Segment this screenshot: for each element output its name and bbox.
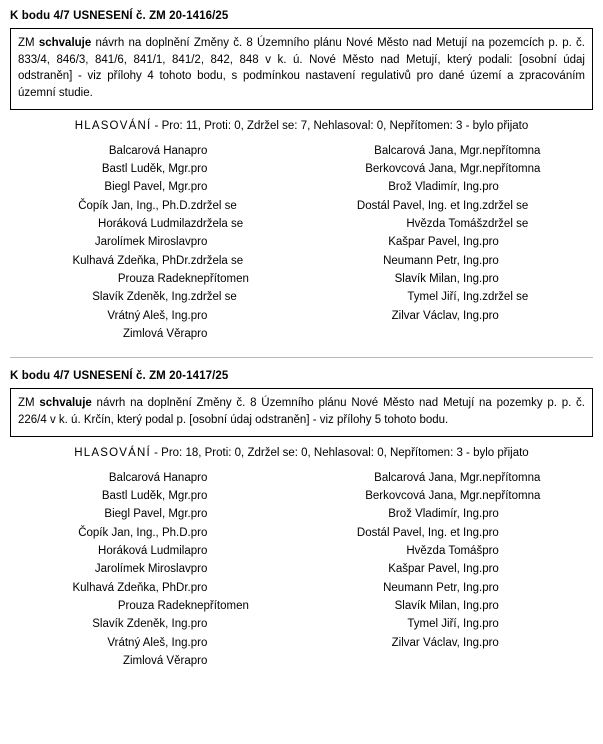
voting-summary: - Pro: 11, Proti: 0, Zdržel se: 7, Nehlasoval: 0, Nepřítomen: 3 - bylo přijato <box>151 119 529 132</box>
resolution-body: návrh na doplnění Změny č. 8 Územního plánu Nové Město nad Metují na pozemky p. p. č. 226/4 v k. ú. Krčín, který podal p. [osobní údaj odstraněn] - viz přílohy 5 tohoto bodu. <box>18 397 585 426</box>
resolution-section <box>10 10 593 343</box>
voter-name-left: Balcarová Hana <box>108 471 191 484</box>
vote-value-left: zdržel se <box>190 199 237 212</box>
voter-name-right: Neumann Petr, Ing. <box>383 581 483 594</box>
vote-value-left: pro <box>190 618 208 631</box>
vote-value-right: nepřítomna <box>482 163 541 176</box>
table-row <box>10 160 593 178</box>
voter-name-left: Biegl Pavel, Mgr. <box>104 508 191 521</box>
vote-value-left: zdržela se <box>190 254 244 267</box>
vote-value-right: pro <box>482 254 499 267</box>
section-heading <box>10 10 593 22</box>
resolution-body: návrh na doplnění Změny č. 8 Územního plánu Nové Město nad Metují na pozemcích p. p. č. 833/4, 846/3, 841/6, 841/1, 841/2, 842, 848 v k. ú. Nové Město nad Metují, který podali: [osobní údaj odstraněn] - viz přílohy 4 tohoto bodu, s podmínkou nastavení regulativů pro dané území a zpracováním územní studie. <box>18 37 585 100</box>
resolution-keyword: schvaluje <box>38 37 92 49</box>
heading-prefix: K bodu 4/7 USNESENÍ č. <box>10 370 150 383</box>
voter-name-left: Čopík Jan, Ing., Ph.D. <box>78 199 191 212</box>
voter-name-right: Kašpar Pavel, Ing. <box>388 236 483 249</box>
voter-name-left: Balcarová Hana <box>108 144 191 157</box>
voter-name-left: Horáková Ludmila <box>98 544 191 557</box>
vote-value-right <box>482 652 593 670</box>
heading-resolution-number: ZM 20-1417/25 <box>149 370 229 383</box>
table-row <box>10 325 593 343</box>
vote-value-right: pro <box>482 236 499 249</box>
voter-name-right: Balcarová Jana, Mgr. <box>374 471 483 484</box>
voting-summary: - Pro: 18, Proti: 0, Zdržel se: 0, Nehlasoval: 0, Nepřítomen: 3 - bylo přijato <box>150 446 529 459</box>
voting-label: HLASOVÁNÍ <box>74 446 151 459</box>
table-row <box>10 542 593 560</box>
voter-name-right: Slavík Milan, Ing. <box>394 272 483 285</box>
voter-name-left: Bastl Luděk, Mgr. <box>101 489 191 502</box>
vote-value-left: pro <box>190 581 208 594</box>
voter-name-right <box>301 325 482 343</box>
table-row <box>10 634 593 652</box>
table-row <box>10 597 593 615</box>
voting-label: HLASOVÁNÍ <box>74 119 152 132</box>
voter-name-left: Vrátný Aleš, Ing. <box>107 636 191 649</box>
vote-value-right: pro <box>482 508 499 521</box>
voter-name-left: Čopík Jan, Ing., Ph.D. <box>78 526 191 539</box>
vote-value-left: pro <box>190 309 208 322</box>
table-row <box>10 252 593 270</box>
vote-value-right: pro <box>482 618 499 631</box>
vote-value-right: pro <box>482 599 499 612</box>
resolution-keyword: schvaluje <box>39 397 92 410</box>
table-row <box>10 579 593 597</box>
table-row <box>10 307 593 325</box>
vote-value-left: zdržela se <box>190 218 244 230</box>
heading-prefix: K bodu 4/7 USNESENÍ č. <box>10 10 150 22</box>
vote-value-right: nepřítomna <box>482 471 541 484</box>
voter-name-right: Brož Vladimír, Ing. <box>388 508 483 521</box>
vote-value-left: nepřítomen <box>190 272 249 285</box>
resolution-text-box <box>10 28 593 110</box>
voter-name-right: Slavík Milan, Ing. <box>394 599 483 612</box>
table-row <box>10 487 593 505</box>
table-row <box>10 233 593 251</box>
vote-value-right: nepřítomna <box>482 489 541 502</box>
vote-value-right: zdržel se <box>482 218 529 230</box>
resolution-section <box>10 370 593 670</box>
table-row <box>10 178 593 196</box>
voter-name-right: Dostál Pavel, Ing. et Ing. <box>356 199 483 212</box>
vote-value-left: nepřítomen <box>190 599 249 612</box>
vote-value-left: pro <box>190 144 208 157</box>
vote-value-right: pro <box>482 563 499 576</box>
section-heading <box>10 370 593 382</box>
vote-value-left: pro <box>190 327 208 340</box>
vote-value-left: pro <box>190 181 208 194</box>
voter-name-right: Tymel Jiří, Ing. <box>407 291 483 304</box>
voter-name-left: Slavík Zdeněk, Ing. <box>92 291 191 304</box>
vote-value-right: pro <box>482 636 499 649</box>
vote-value-right: pro <box>482 526 499 539</box>
voter-name-right: Kašpar Pavel, Ing. <box>388 563 483 576</box>
voter-name-left: Zimlová Věra <box>122 327 191 340</box>
table-row <box>10 142 593 160</box>
voter-name-left: Jarolímek Miroslav <box>94 563 191 576</box>
vote-value-left: pro <box>190 489 208 502</box>
voter-name-right: Hvězda Tomáš <box>406 218 483 230</box>
voter-name-right: Berkovcová Jana, Mgr. <box>365 163 483 176</box>
vote-value-right: pro <box>482 309 499 322</box>
vote-value-right: pro <box>482 272 499 285</box>
voter-name-left: Kulhavá Zdeňka, PhDr. <box>72 581 191 594</box>
vote-value-left: pro <box>190 636 208 649</box>
vote-value-left: pro <box>190 508 208 521</box>
voter-name-left: Bastl Luděk, Mgr. <box>101 163 191 176</box>
voting-summary-line <box>10 447 593 459</box>
voter-name-right: Hvězda Tomáš <box>406 544 483 557</box>
voter-name-right: Neumann Petr, Ing. <box>383 254 483 267</box>
voter-name-right: Tymel Jiří, Ing. <box>407 618 483 631</box>
vote-value-left: pro <box>190 563 208 576</box>
vote-value-left: pro <box>190 526 208 539</box>
vote-table <box>10 142 593 344</box>
vote-value-right <box>482 325 593 343</box>
vote-value-left: pro <box>190 163 208 176</box>
vote-value-right: pro <box>482 181 499 194</box>
voter-name-left: Prouza Radek <box>117 272 191 285</box>
vote-table <box>10 469 593 671</box>
table-row <box>10 215 593 233</box>
vote-value-right: pro <box>482 544 499 557</box>
heading-resolution-number: ZM 20-1416/25 <box>149 10 229 22</box>
voter-name-left: Vrátný Aleš, Ing. <box>107 309 191 322</box>
voter-name-right <box>301 652 482 670</box>
vote-value-right: zdržel se <box>482 199 529 212</box>
voter-name-right: Dostál Pavel, Ing. et Ing. <box>356 526 483 539</box>
table-row <box>10 560 593 578</box>
table-row <box>10 270 593 288</box>
table-row <box>10 288 593 306</box>
table-row <box>10 524 593 542</box>
table-row <box>10 505 593 523</box>
voter-name-left: Jarolímek Miroslav <box>94 236 191 249</box>
section-divider <box>10 357 593 358</box>
vote-value-left: pro <box>190 471 208 484</box>
voter-name-left: Prouza Radek <box>117 599 191 612</box>
voter-name-left: Horáková Ludmila <box>98 218 191 230</box>
resolution-prefix: ZM <box>18 397 40 410</box>
vote-value-left: zdržel se <box>190 291 237 304</box>
vote-value-left: pro <box>190 654 208 667</box>
resolution-prefix: ZM <box>18 37 39 49</box>
table-row <box>10 469 593 487</box>
voter-name-left: Slavík Zdeněk, Ing. <box>92 618 191 631</box>
vote-value-right: zdržel se <box>482 291 529 304</box>
voter-name-right: Zilvar Václav, Ing. <box>391 309 483 322</box>
table-row <box>10 652 593 670</box>
voter-name-left: Zimlová Věra <box>122 654 191 667</box>
table-row <box>10 197 593 215</box>
voter-name-left: Kulhavá Zdeňka, PhDr. <box>72 254 191 267</box>
table-row <box>10 615 593 633</box>
voting-summary-line <box>10 120 593 132</box>
vote-value-left: pro <box>190 236 208 249</box>
voter-name-right: Balcarová Jana, Mgr. <box>374 144 483 157</box>
vote-value-right: pro <box>482 581 499 594</box>
voter-name-left: Biegl Pavel, Mgr. <box>104 181 191 194</box>
voter-name-right: Zilvar Václav, Ing. <box>391 636 483 649</box>
vote-value-right: nepřítomna <box>482 144 541 157</box>
voter-name-right: Brož Vladimír, Ing. <box>388 181 483 194</box>
resolution-text-box <box>10 388 593 436</box>
vote-value-left: pro <box>190 544 208 557</box>
voter-name-right: Berkovcová Jana, Mgr. <box>365 489 483 502</box>
